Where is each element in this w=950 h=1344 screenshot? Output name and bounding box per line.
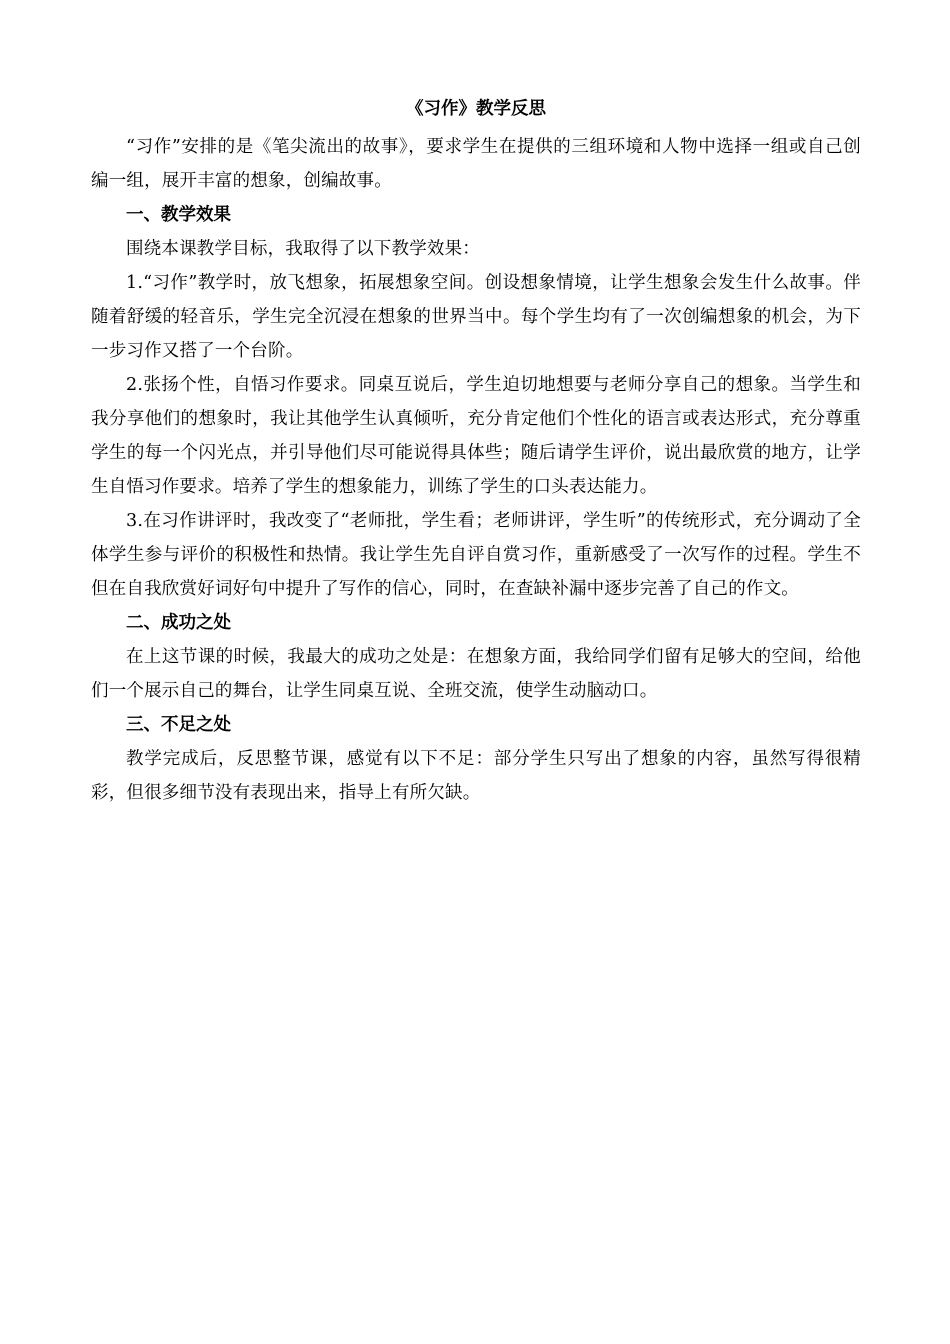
section-success: [91, 606, 861, 708]
paragraph: 教学完成后，反思整节课，感觉有以下不足：部分学生只写出了想象的内容，虽然写得很精彩，但很多细节没有表现出来，指导上有所欠缺。: [91, 749, 861, 803]
paragraph: 在上这节课的时候，我最大的成功之处是：在想象方面，我给同学们留有足够大的空间，给他们一个展示自己的舞台，让学生同桌互说、全班交流，使学生动脑动口。: [91, 647, 861, 701]
paragraph: 1.“习作”教学时，放飞想象，拓展想象空间。创设想象情境，让学生想象会发生什么故事。伴随着舒缓的轻音乐，学生完全沉浸在想象的世界当中。每个学生均有了一次创编想象的机会，为下一步习作又搭了一个台阶。: [91, 273, 861, 361]
document-title: 《习作》教学反思: [406, 99, 546, 119]
intro-paragraph: “习作”安排的是《笔尖流出的故事》，要求学生在提供的三组环境和人物中选择一组或自己创编一组，展开丰富的想象，创编故事。: [91, 137, 861, 191]
section-heading: 二、成功之处: [126, 613, 231, 633]
paragraph: 2.张扬个性，自悟习作要求。同桌互说后，学生迫切地想要与老师分享自己的想象。当学生和我分享他们的想象时，我让其他学生认真倾听，充分肯定他们个性化的语言或表达形式，充分尊重学生的每一个闪光点，并引导他们尽可能说得具体些；随后请学生评价，说出最欣赏的地方，让学生自悟习作要求。培养了学生的想象能力，训练了学生的口头表达能力。: [91, 375, 861, 497]
section-teaching-effect: [91, 198, 861, 606]
section-heading: 一、教学效果: [126, 205, 231, 225]
section-heading: 三、不足之处: [126, 715, 231, 735]
paragraph: 围绕本课教学目标，我取得了以下教学效果：: [126, 239, 480, 259]
document-page: [91, 92, 861, 810]
section-shortcomings: [91, 708, 861, 810]
paragraph: 3.在习作讲评时，我改变了“老师批，学生看；老师讲评，学生听”的传统形式，充分调动了全体学生参与评价的积极性和热情。我让学生先自评自赏习作，重新感受了一次写作的过程。学生不但在自我欣赏好词好句中提升了写作的信心，同时，在查缺补漏中逐步完善了自己的作文。: [91, 511, 861, 599]
